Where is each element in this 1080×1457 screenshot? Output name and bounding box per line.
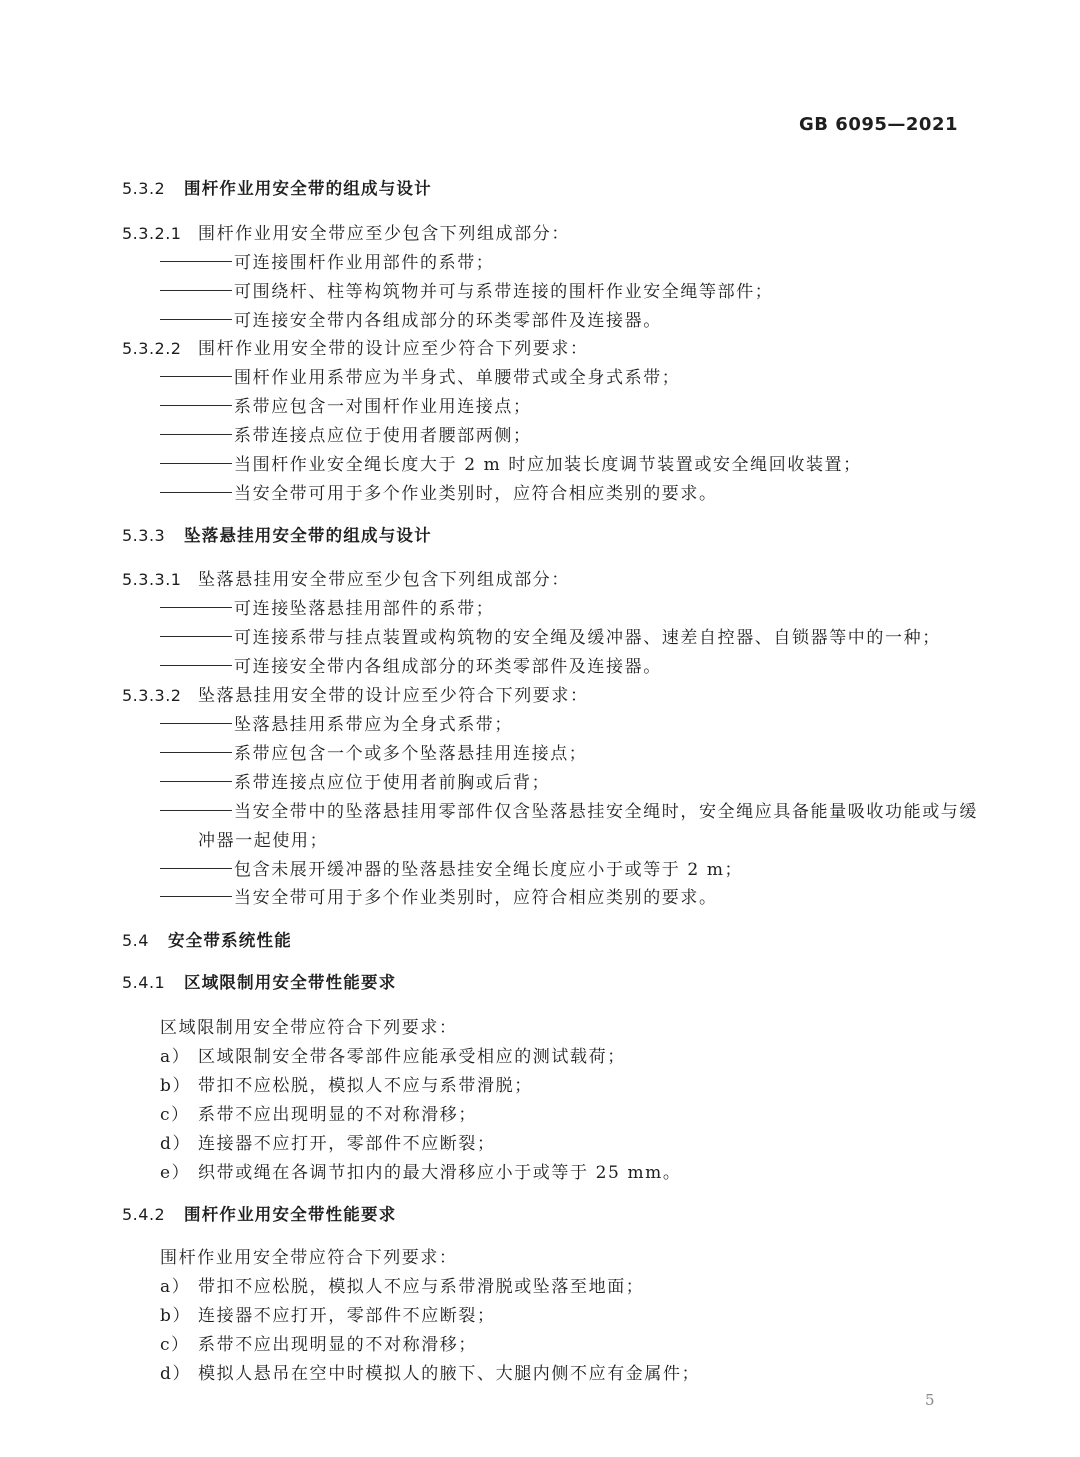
- section-heading: [122, 929, 292, 953]
- line-text: 模拟人悬吊在空中时模拟人的腋下、大腿内侧不应有金属件；: [198, 1364, 701, 1384]
- line-text: 包含未展开缓冲器的坠落悬挂安全绳长度应小于或等于 2 m；: [234, 860, 744, 880]
- line-text: 系带应包含一对围杆作业用连接点；: [234, 397, 532, 417]
- clause-number: 5.4: [122, 931, 149, 950]
- line-text: 区域限制安全带各零部件应能承受相应的测试载荷；: [198, 1047, 626, 1067]
- standard-code: GB 6095—2021: [799, 114, 958, 135]
- line-text: 围杆作业用安全带性能要求: [184, 1205, 397, 1224]
- line-text: 系带应包含一个或多个坠落悬挂用连接点；: [234, 744, 588, 764]
- section-heading: [122, 971, 396, 995]
- line-text: 坠落悬挂用安全带的设计应至少符合下列要求：: [198, 686, 589, 706]
- line-text: 系带连接点应位于使用者前胸或后背；: [234, 773, 551, 793]
- dash-list-item: [160, 309, 662, 333]
- dash-list-item: [160, 597, 495, 621]
- lettered-list-item: [160, 1362, 700, 1386]
- dash-list-item: [160, 395, 532, 419]
- em-dash-bullet: [196, 858, 234, 882]
- line-text: 围杆作业用安全带应符合下列要求：: [160, 1248, 458, 1268]
- line-text: 连接器不应打开，零部件不应断裂；: [198, 1306, 496, 1326]
- em-dash-bullet: [196, 597, 234, 621]
- clause: [122, 222, 570, 246]
- item-letter: c）: [160, 1105, 190, 1125]
- line-text: 当安全带可用于多个作业类别时，应符合相应类别的要求。: [234, 484, 718, 504]
- item-letter: a）: [160, 1277, 191, 1297]
- item-letter: d）: [160, 1364, 192, 1384]
- em-dash-bullet: [196, 482, 234, 506]
- clause: [122, 684, 589, 708]
- line-text: 带扣不应松脱，模拟人不应与系带滑脱或坠落至地面；: [198, 1277, 645, 1297]
- dash-list-item: [160, 713, 513, 737]
- clause-number: 5.4.2: [122, 1205, 166, 1224]
- item-letter: b）: [160, 1076, 192, 1096]
- line-text: 系带不应出现明显的不对称滑移；: [198, 1105, 477, 1125]
- dash-list-item: [160, 626, 941, 650]
- clause-number: 5.3.3.2: [122, 686, 182, 705]
- line-text: 系带连接点应位于使用者腰部两侧；: [234, 426, 532, 446]
- clause: [122, 337, 589, 361]
- line-text: 可连接安全带内各组成部分的环类零部件及连接器。: [234, 311, 662, 331]
- item-letter: d）: [160, 1134, 192, 1154]
- line-text: 坠落悬挂用安全带的组成与设计: [184, 526, 432, 545]
- em-dash-bullet: [196, 251, 234, 275]
- line-text: 当围杆作业安全绳长度大于 2 m 时应加装长度调节装置或安全绳回收装置；: [234, 455, 862, 475]
- em-dash-bullet: [196, 395, 234, 419]
- item-letter: e）: [160, 1163, 191, 1183]
- dash-list-item: [160, 366, 681, 390]
- line-text: 坠落悬挂用系带应为全身式系带；: [234, 715, 513, 735]
- item-letter: c）: [160, 1335, 190, 1355]
- em-dash-bullet: [196, 771, 234, 795]
- line-text: 可连接安全带内各组成部分的环类零部件及连接器。: [234, 657, 662, 677]
- clause-number: 5.3.2: [122, 179, 166, 198]
- item-letter: a）: [160, 1047, 191, 1067]
- clause-number: 5.3.2.2: [122, 339, 182, 358]
- line-text: 可连接坠落悬挂用部件的系带；: [234, 599, 495, 619]
- page-number: 5: [925, 1391, 935, 1409]
- paragraph: [160, 1246, 458, 1270]
- line-text: 连接器不应打开，零部件不应断裂；: [198, 1134, 496, 1154]
- section-heading: [122, 177, 432, 201]
- line-text: 坠落悬挂用安全带应至少包含下列组成部分：: [198, 570, 570, 590]
- em-dash-bullet: [196, 366, 234, 390]
- dash-list-item: [160, 482, 718, 506]
- line-text: 围杆作业用安全带的组成与设计: [184, 179, 432, 198]
- em-dash-bullet: [196, 886, 234, 910]
- line-text: 区域限制用安全带应符合下列要求：: [160, 1018, 458, 1038]
- lettered-list-item: [160, 1304, 496, 1328]
- line-text: 可围绕杆、柱等构筑物并可与系带连接的围杆作业安全绳等部件；: [234, 282, 774, 302]
- line-text: 围杆作业用安全带的设计应至少符合下列要求：: [198, 339, 589, 359]
- line-text: 安全带系统性能: [168, 931, 292, 950]
- paragraph: [160, 1016, 458, 1040]
- item-letter: b）: [160, 1306, 192, 1326]
- dash-list-item: [160, 251, 495, 275]
- dash-list-item: [160, 742, 588, 766]
- em-dash-bullet: [196, 626, 234, 650]
- em-dash-bullet: [196, 742, 234, 766]
- lettered-list-item: [160, 1132, 496, 1156]
- dash-list-item: [160, 858, 744, 882]
- section-heading: [122, 1203, 396, 1227]
- clause-number: 5.4.1: [122, 973, 166, 992]
- line-text: 可连接系带与挂点装置或构筑物的安全绳及缓冲器、速差自控器、自锁器等中的一种；: [234, 628, 941, 648]
- dash-list-item: [160, 655, 662, 679]
- line-text: 围杆作业用安全带应至少包含下列组成部分：: [198, 224, 570, 244]
- continuation-line: [198, 829, 328, 853]
- dash-list-item: [160, 453, 862, 477]
- em-dash-bullet: [196, 655, 234, 679]
- lettered-list-item: [160, 1161, 681, 1185]
- line-text: 区域限制用安全带性能要求: [184, 973, 397, 992]
- line-text: 当安全带可用于多个作业类别时，应符合相应类别的要求。: [234, 888, 718, 908]
- lettered-list-item: [160, 1103, 477, 1127]
- line-text: 带扣不应松脱，模拟人不应与系带滑脱；: [198, 1076, 533, 1096]
- line-text: 围杆作业用系带应为半身式、单腰带式或全身式系带；: [234, 368, 681, 388]
- em-dash-bullet: [196, 309, 234, 333]
- clause-number: 5.3.3.1: [122, 570, 182, 589]
- lettered-list-item: [160, 1074, 533, 1098]
- line-text: 冲器一起使用；: [198, 831, 329, 851]
- line-text: 可连接围杆作业用部件的系带；: [234, 253, 495, 273]
- line-text: 系带不应出现明显的不对称滑移；: [198, 1335, 477, 1355]
- lettered-list-item: [160, 1275, 644, 1299]
- dash-list-item: [160, 771, 551, 795]
- clause-number: 5.3.3: [122, 526, 166, 545]
- em-dash-bullet: [196, 800, 234, 824]
- clause-number: 5.3.2.1: [122, 224, 182, 243]
- em-dash-bullet: [196, 424, 234, 448]
- dash-list-item: [160, 886, 718, 910]
- em-dash-bullet: [196, 453, 234, 477]
- dash-list-item: [160, 424, 532, 448]
- dash-list-item: [160, 800, 978, 824]
- lettered-list-item: [160, 1045, 626, 1069]
- lettered-list-item: [160, 1333, 477, 1357]
- em-dash-bullet: [196, 713, 234, 737]
- dash-list-item: [160, 280, 774, 304]
- clause: [122, 568, 570, 592]
- em-dash-bullet: [196, 280, 234, 304]
- line-text: 当安全带中的坠落悬挂用零部件仅含坠落悬挂安全绳时，安全绳应具备能量吸收功能或与缓: [234, 802, 978, 822]
- section-heading: [122, 524, 432, 548]
- line-text: 织带或绳在各调节扣内的最大滑移应小于或等于 25 mm。: [198, 1163, 682, 1183]
